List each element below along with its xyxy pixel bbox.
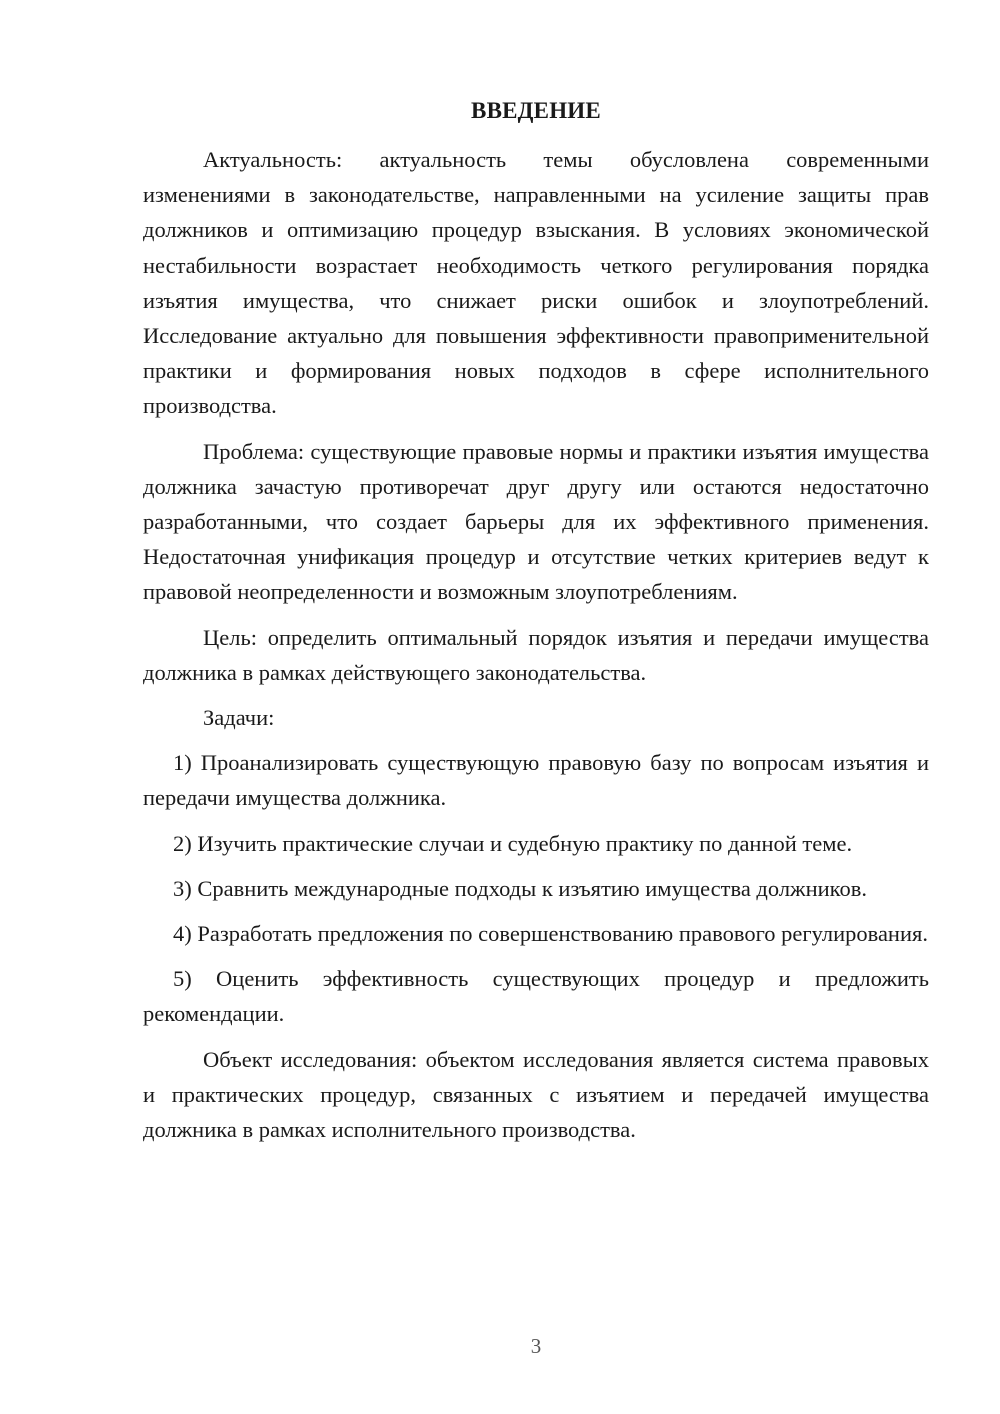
paragraph-relevance: Актуальность: актуальность темы обусловлена современными изменениями в законодательстве, направленными на усиление защиты прав должников и оптимизацию процедур взыскания. В условиях экономической нестабильности возрастает необходимость четкого регулирования порядка изъятия имущества, что снижает риски ошибок и злоупотреблений. Исследование актуально для повышения эффективности правоприменительной практики и формирования новых подходов в сфере исполнительного производства. <box>143 147 929 419</box>
task-item-1: 1) Проанализировать существующую правовую базу по вопросам изъятия и передачи имущества должника. <box>143 750 929 811</box>
task-item-4: 4) Разработать предложения по совершенствованию правового регулирования. <box>173 921 928 947</box>
task-item-2: 2) Изучить практические случаи и судебную практику по данной теме. <box>173 830 853 856</box>
tasks-heading: Задачи: <box>203 705 275 731</box>
section-heading: ВВЕДЕНИЕ <box>471 98 601 123</box>
paragraph-object: Объект исследования: объектом исследования является система правовых и практических процедур, связанных с изъятием и передачей имущества должника в рамках исполнительного производства. <box>143 1046 929 1143</box>
task-item-5: 5) Оценить эффективность существующих процедур и предложить рекомендации. <box>143 966 929 1027</box>
page-number: 3 <box>530 1334 542 1358</box>
paragraph-goal: Цель: определить оптимальный порядок изъятия и передачи имущества должника в рамках действующего законодательства. <box>143 624 929 685</box>
paragraph-problem: Проблема: существующие правовые нормы и практики изъятия имущества должника зачастую противоречат друг другу или остаются недостаточно разработанными, что создает барьеры для их эффективного применения. Недостаточная унификация процедур и отсутствие четких критериев ведут к правовой неопределенности и возможным злоупотреблениям. <box>143 438 929 605</box>
section-body <box>143 142 929 1157</box>
task-item-3: 3) Сравнить международные подходы к изъятию имущества должников. <box>173 875 867 901</box>
